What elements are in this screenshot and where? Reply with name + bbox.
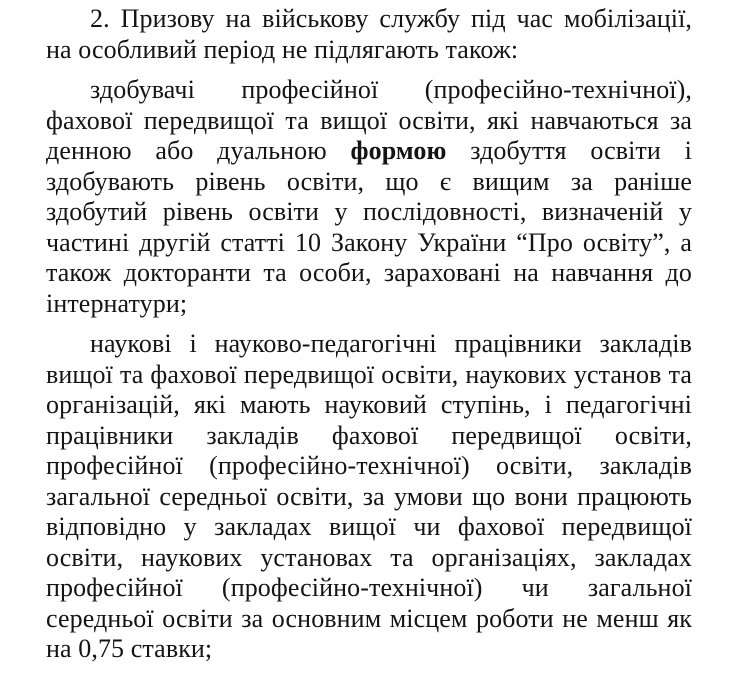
paragraph-educators-exemption: наукові і науково-педагогічні працівники закладів вищої та фахової передвищої освіти, наукових установ та організацій, які мають науковий ступінь, і педагогічні працівники закладів фахової передвищої освіти, професійної (професійно-технічної) освіти, закладів загальної середньої освіти, за умови що вони працюють відповідно у закладах вищої чи фахової передвищої освіти, наукових установах та організаціях, закладах професійної (професійно-технічної) чи загальної середньої освіти за основним місцем роботи не менш як на 0,75 ставки; — [46, 329, 692, 663]
paragraph-text-end: здобуття освіти і здобувають рівень освіти, що є вищим за раніше здобутий рівень освіти у послідовності, визначеній у частині другій статті 10 Закону України “Про освіту”, а також докторанти та особи, зараховані на навчання до інтернатури; — [46, 136, 692, 318]
paragraph-students-exemption — [46, 75, 692, 319]
paragraph-mobilization-exemption-intro: 2. Призову на військову службу під час мобілізації, на особливий період не підлягають також: — [46, 4, 692, 64]
bold-emphasis-word: формою — [350, 136, 447, 165]
paragraph-text-start: здобувачі професійної (професійно-технічної), фахової передвищої та вищої освіти, які навчаються за денною або дуальною — [46, 75, 692, 165]
